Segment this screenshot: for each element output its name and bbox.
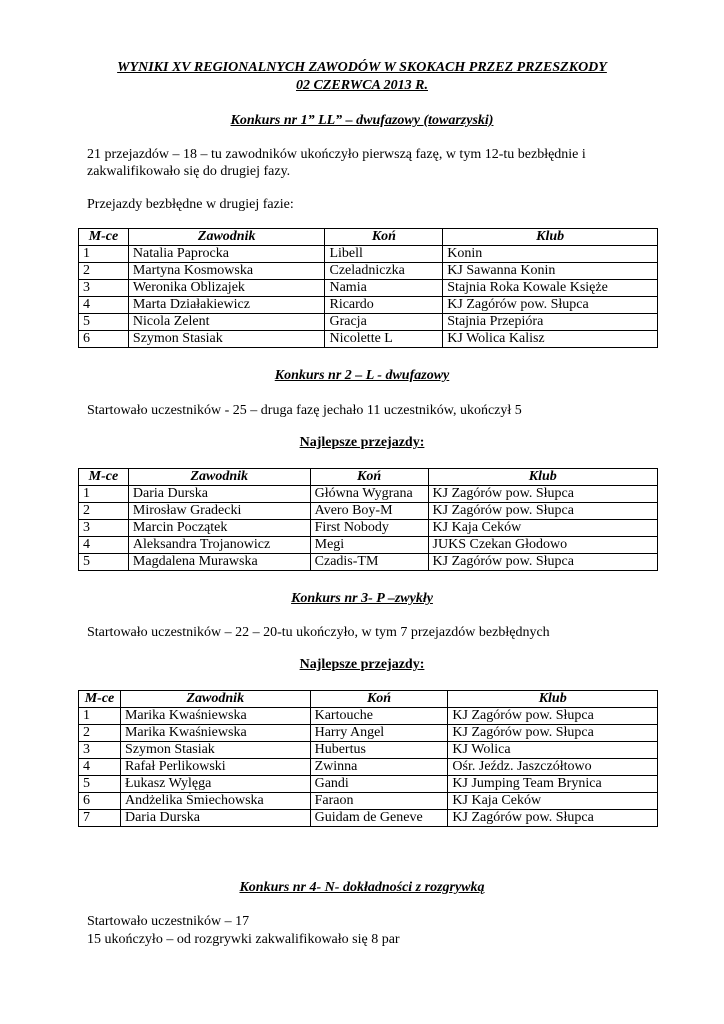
section-desc-k4-line1: Startowało uczestników – 17: [87, 914, 250, 929]
table-row: [79, 708, 658, 725]
header-club: Klub: [428, 469, 657, 486]
table-cell: First Nobody: [310, 520, 428, 537]
table-cell: Namia: [325, 280, 443, 297]
section-subtitle-k1: Przejazdy bezbłędne w drugiej fazie:: [87, 197, 294, 212]
table-cell: KJ Zagórów pow. Słupca: [443, 297, 658, 314]
table-cell: JUKS Czekan Głodowo: [428, 537, 657, 554]
table-cell: Konin: [443, 246, 658, 263]
table-cell: 3: [79, 280, 129, 297]
section-desc-k1-line2: zakwalifikowało się do drugiej fazy.: [87, 164, 291, 179]
table-row: [79, 280, 658, 297]
table-cell: Andżelika Śmiechowska: [120, 793, 310, 810]
section-desc-k1-line1: 21 przejazdów – 18 – tu zawodników ukończyło pierwszą fazę, w tym 12-tu bezbłędnie i: [87, 147, 586, 162]
table-cell: Rafał Perlikowski: [120, 759, 310, 776]
table-cell: 6: [79, 331, 129, 348]
table-cell: 4: [79, 537, 129, 554]
table-cell: Martyna Kosmowska: [128, 263, 325, 280]
table-cell: 1: [79, 486, 129, 503]
table-cell: 3: [79, 520, 129, 537]
table-cell: Aleksandra Trojanowicz: [128, 537, 310, 554]
table-cell: KJ Jumping Team Brynica: [448, 776, 658, 793]
document-title: WYNIKI XV REGIONALNYCH ZAWODÓW W SKOKACH PRZEZ PRZESZKODY: [117, 60, 607, 75]
table-cell: Stajnia Roka Kowale Księże: [443, 280, 658, 297]
table-cell: Nicola Zelent: [128, 314, 325, 331]
table-cell: Marika Kwaśniewska: [120, 725, 310, 742]
table-cell: Gracja: [325, 314, 443, 331]
table-cell: KJ Kaja Ceków: [428, 520, 657, 537]
section-title-k4: Konkurs nr 4- N- dokładności z rozgrywką: [239, 880, 485, 895]
table-cell: Harry Angel: [310, 725, 448, 742]
table-cell: Marta Działakiewicz: [128, 297, 325, 314]
table-row: [79, 246, 658, 263]
table-cell: 4: [79, 297, 129, 314]
table-cell: Ośr. Jeźdz. Jaszczółtowo: [448, 759, 658, 776]
table-cell: 4: [79, 759, 121, 776]
section-subtitle-k3: Najlepsze przejazdy:: [299, 657, 425, 672]
table-cell: KJ Zagórów pow. Słupca: [428, 503, 657, 520]
header-club: Klub: [443, 229, 658, 246]
results-table-k1: [78, 228, 658, 348]
table-cell: Ricardo: [325, 297, 443, 314]
section-desc-k2: Startowało uczestników - 25 – druga fazę jechało 11 uczestników, ukończył 5: [87, 403, 522, 418]
results-table-k3: [78, 690, 658, 827]
table-cell: Faraon: [310, 793, 448, 810]
table-cell: KJ Zagórów pow. Słupca: [448, 725, 658, 742]
table-cell: Libell: [325, 246, 443, 263]
table-cell: Avero Boy-M: [310, 503, 428, 520]
table-row: [79, 263, 658, 280]
table-cell: Mirosław Gradecki: [128, 503, 310, 520]
table-cell: 5: [79, 314, 129, 331]
table-cell: 5: [79, 554, 129, 571]
table-row: [79, 314, 658, 331]
header-place: M-ce: [79, 469, 129, 486]
table-cell: KJ Zagórów pow. Słupca: [448, 810, 658, 827]
table-cell: 6: [79, 793, 121, 810]
header-place: M-ce: [79, 691, 121, 708]
header-club: Klub: [448, 691, 658, 708]
table-cell: Szymon Stasiak: [120, 742, 310, 759]
table-header-row: [79, 691, 658, 708]
table-cell: Megi: [310, 537, 428, 554]
table-header-row: [79, 229, 658, 246]
header-horse: Koń: [325, 229, 443, 246]
results-table-k2: [78, 468, 658, 571]
table-row: [79, 537, 658, 554]
section-title-k3: Konkurs nr 3- P –zwykły: [291, 591, 433, 606]
table-cell: Stajnia Przepióra: [443, 314, 658, 331]
section-title-k1: Konkurs nr 1” LL” – dwufazowy (towarzyski): [230, 113, 494, 128]
header-place: M-ce: [79, 229, 129, 246]
table-row: [79, 520, 658, 537]
table-cell: 2: [79, 503, 129, 520]
table-row: [79, 810, 658, 827]
table-cell: Czeladniczka: [325, 263, 443, 280]
table-row: [79, 793, 658, 810]
table-cell: Weronika Oblizajek: [128, 280, 325, 297]
table-cell: KJ Kaja Ceków: [448, 793, 658, 810]
header-horse: Koń: [310, 469, 428, 486]
table-cell: Nicolette L: [325, 331, 443, 348]
table-cell: 1: [79, 246, 129, 263]
table-cell: Zwinna: [310, 759, 448, 776]
table-header-row: [79, 469, 658, 486]
document-date: 02 CZERWCA 2013 R.: [295, 78, 428, 93]
table-cell: Gandi: [310, 776, 448, 793]
table-cell: 5: [79, 776, 121, 793]
table-cell: KJ Sawanna Konin: [443, 263, 658, 280]
table-row: [79, 554, 658, 571]
table-cell: KJ Zagórów pow. Słupca: [428, 554, 657, 571]
table-cell: Magdalena Murawska: [128, 554, 310, 571]
table-cell: Hubertus: [310, 742, 448, 759]
table-row: [79, 486, 658, 503]
header-horse: Koń: [310, 691, 448, 708]
table-cell: Marika Kwaśniewska: [120, 708, 310, 725]
table-cell: Natalia Paprocka: [128, 246, 325, 263]
table-cell: KJ Zagórów pow. Słupca: [448, 708, 658, 725]
table-cell: Szymon Stasiak: [128, 331, 325, 348]
section-desc-k4-line2: 15 ukończyło – od rozgrywki zakwalifikowało się 8 par: [87, 932, 400, 947]
table-cell: Daria Durska: [120, 810, 310, 827]
header-rider: Zawodnik: [128, 229, 325, 246]
section-subtitle-k2: Najlepsze przejazdy:: [299, 435, 425, 450]
table-cell: Marcin Początek: [128, 520, 310, 537]
table-row: [79, 759, 658, 776]
section-desc-k3: Startowało uczestników – 22 – 20-tu ukończyło, w tym 7 przejazdów bezbłędnych: [87, 625, 550, 640]
table-cell: Guidam de Geneve: [310, 810, 448, 827]
table-cell: 2: [79, 263, 129, 280]
table-cell: Główna Wygrana: [310, 486, 428, 503]
table-cell: 2: [79, 725, 121, 742]
table-cell: 1: [79, 708, 121, 725]
table-row: [79, 725, 658, 742]
table-cell: KJ Wolica Kalisz: [443, 331, 658, 348]
table-row: [79, 742, 658, 759]
table-cell: KJ Wolica: [448, 742, 658, 759]
header-rider: Zawodnik: [128, 469, 310, 486]
header-rider: Zawodnik: [120, 691, 310, 708]
table-row: [79, 297, 658, 314]
table-cell: Łukasz Wylęga: [120, 776, 310, 793]
table-cell: Daria Durska: [128, 486, 310, 503]
table-row: [79, 331, 658, 348]
table-cell: 3: [79, 742, 121, 759]
section-title-k2: Konkurs nr 2 – L - dwufazowy: [274, 368, 450, 383]
table-cell: Czadis-TM: [310, 554, 428, 571]
table-cell: 7: [79, 810, 121, 827]
table-row: [79, 776, 658, 793]
table-cell: KJ Zagórów pow. Słupca: [428, 486, 657, 503]
table-cell: Kartouche: [310, 708, 448, 725]
table-row: [79, 503, 658, 520]
